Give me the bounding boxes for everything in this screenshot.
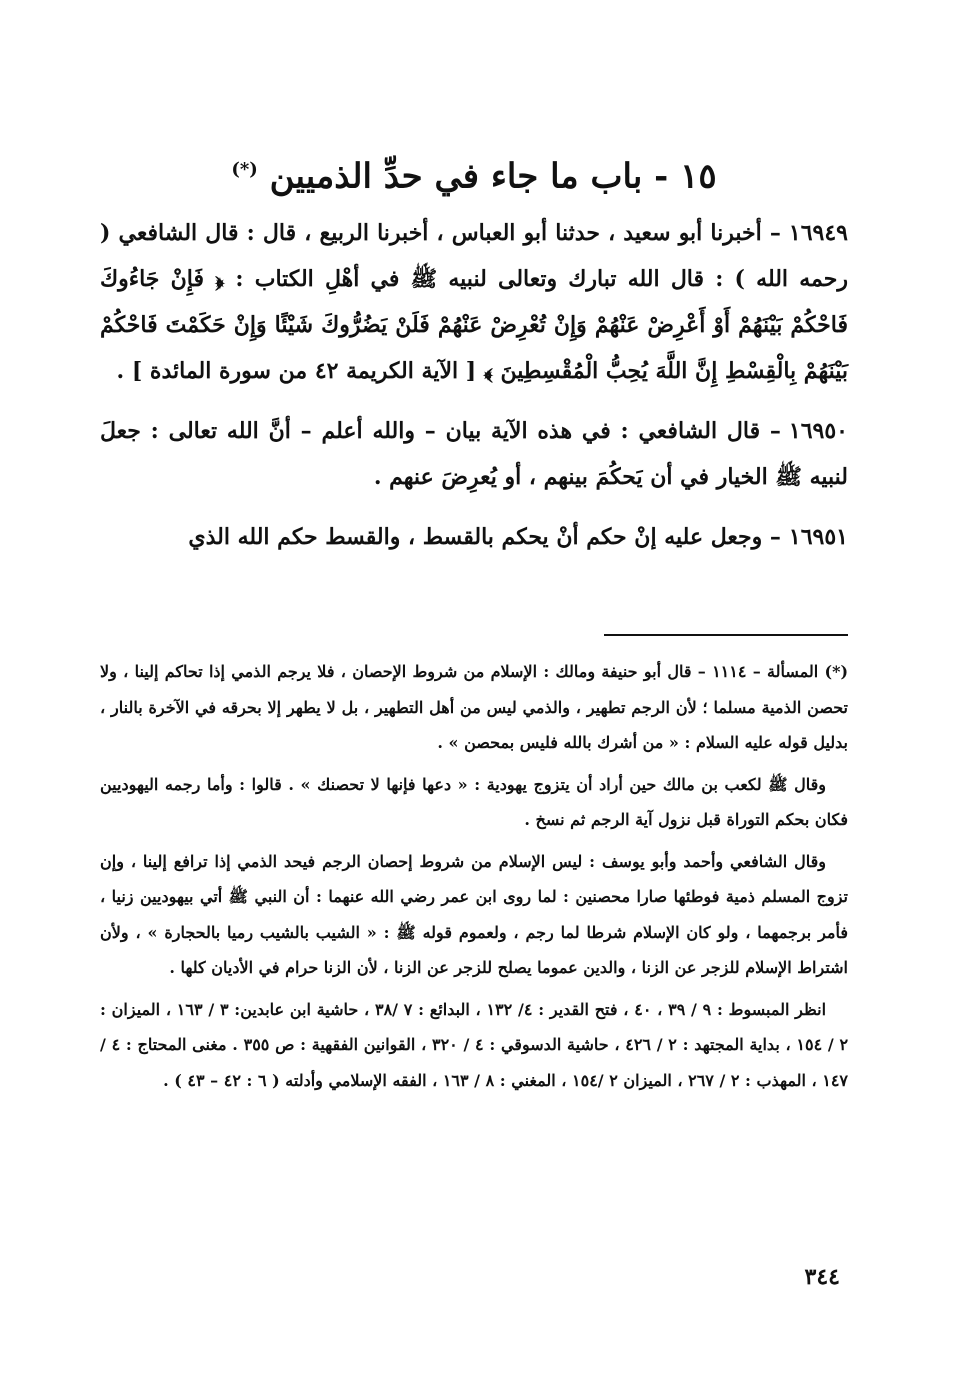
paragraph bbox=[100, 514, 848, 560]
main-text bbox=[100, 210, 848, 574]
footnote: وقال الشافعي وأحمد وأبو يوسف : ليس الإسلام من شروط إحصان الرجم فيحد الذمي إذا ترافع إلينا ، وإن تزوج المسلم ذمية فوطئها صارا محصنين : لما روى ابن عمر رضي الله عنهما : أن النبي ﷺ أتي بيهوديين زنيا ، فأمر برجمهما ، ولو كان الإسلام شرطا لما رجم ، ولعموم قوله ﷺ : « الشيب بالشيب رميا بالحجارة » ، ولأن اشتراط الإسلام للزجر عن الزنا ، والدين عموما يصلح للزجر عن الزنا ، لأن الزنا حرام في الأديان كلها . bbox=[100, 851, 848, 977]
paragraph-text: – قال الشافعي : في هذه الآية بيان – والله أعلم – أنَّ الله تعالى : جعلَ لنبيه ﷺ الخيار في أن يَحكُمَ بينهم ، أو يُعرِضَ عنهم . bbox=[100, 418, 848, 490]
page-number: ٣٤٤ bbox=[804, 1264, 840, 1290]
chapter-title-text: باب ما جاء في حدِّ الذميين bbox=[269, 156, 643, 197]
paragraph-text: – وجعل عليه إنْ حكم أنْ يحكم بالقسط ، والقسط حكم الله الذي bbox=[188, 524, 781, 550]
paragraph-number: ١٦٩٤٩ bbox=[788, 220, 848, 246]
chapter-number: ١٥ bbox=[680, 156, 717, 197]
chapter-dash: - bbox=[654, 156, 669, 197]
paragraph bbox=[100, 210, 848, 394]
footnote-references: انظر المبسوط : ٩ / ٣٩ ، ٤٠ ، فتح القدير : ٤/ ١٣٢ ، البدائع : ٧ /٣٨ ، حاشية ابن عابدين: ٣ / ١٦٣ ، الميزان : ٢ / ١٥٤ ، بداية المجتهد : ٢ / ٤٢٦ ، حاشية الدسوقي : ٤ / ٣٢٠ ، القوانين الفقهية : ص ٣٥٥ . مغنى المحتاج : ٤ / ١٤٧ ، المهذب : ٢ / ٢٦٧ ، الميزان ٢ /١٥٤ ، المغني : ٨ / ١٦٣ ، الفقه الإسلامي وأدلته ( ٦ : ٤٢ – ٤٣ ) . bbox=[100, 999, 849, 1090]
paragraph-number: ١٦٩٥٠ bbox=[788, 418, 848, 444]
footnote: وقال ﷺ لكعب بن مالك حين أراد أن يتزوج يهودية : « دعها فإنها لا تحصنك » . قالوا : وأما رجمه اليهوديين فكان بحكم التوراة قبل نزول آية الرجم ثم نسخ . bbox=[100, 774, 848, 829]
paragraph-number: ١٦٩٥١ bbox=[788, 524, 848, 550]
book-page bbox=[100, 0, 848, 1381]
chapter-heading bbox=[100, 140, 848, 206]
footnote-marker: (*) bbox=[231, 159, 258, 180]
footnote: (*) المسألة – ١١١٤ – قال أبو حنيفة ومالك : الإسلام من شروط الإحصان ، فلا يرجم الذمي إذا تحاكم إلينا ، ولا تحصن الذمية مسلما ؛ لأن الرجم تطهير ، والذمي ليس من أهل التطهير ، بل لا يطهر إلا بحرقه في الآخرة بالنار ، بدليل قوله عليه السلام : « من أشرك بالله فليس بمحصن » . bbox=[100, 662, 849, 752]
footnotes bbox=[100, 654, 848, 1104]
paragraph bbox=[100, 408, 848, 500]
footnote-separator bbox=[604, 634, 848, 636]
paragraph-text: – أخبرنا أبو سعيد ، حدثنا أبو العباس ، أخبرنا الربيع ، قال : قال الشافعي ( رحمه الله ) : قال الله تبارك وتعالى لنبيه ﷺ في أهْلِ الكتاب : ﴿ فَإِنْ جَاءُوكَ فَاحْكُمْ بَيْنَهُمْ أَوْ أَعْرِضْ عَنْهُمْ وَإِنْ تُعْرِضْ عَنْهُمْ فَلَنْ يَضُرُّوكَ شَيْئًا وَإِنْ حَكَمْتَ فَاحْكُمْ بَيْنَهُمْ بِالْقِسْطِ إِنَّ اللَّهَ يُحِبُّ الْمُقْسِطِينَ ﴾ [ الآية الكريمة ٤٢ من سورة المائدة ] . bbox=[100, 220, 848, 384]
